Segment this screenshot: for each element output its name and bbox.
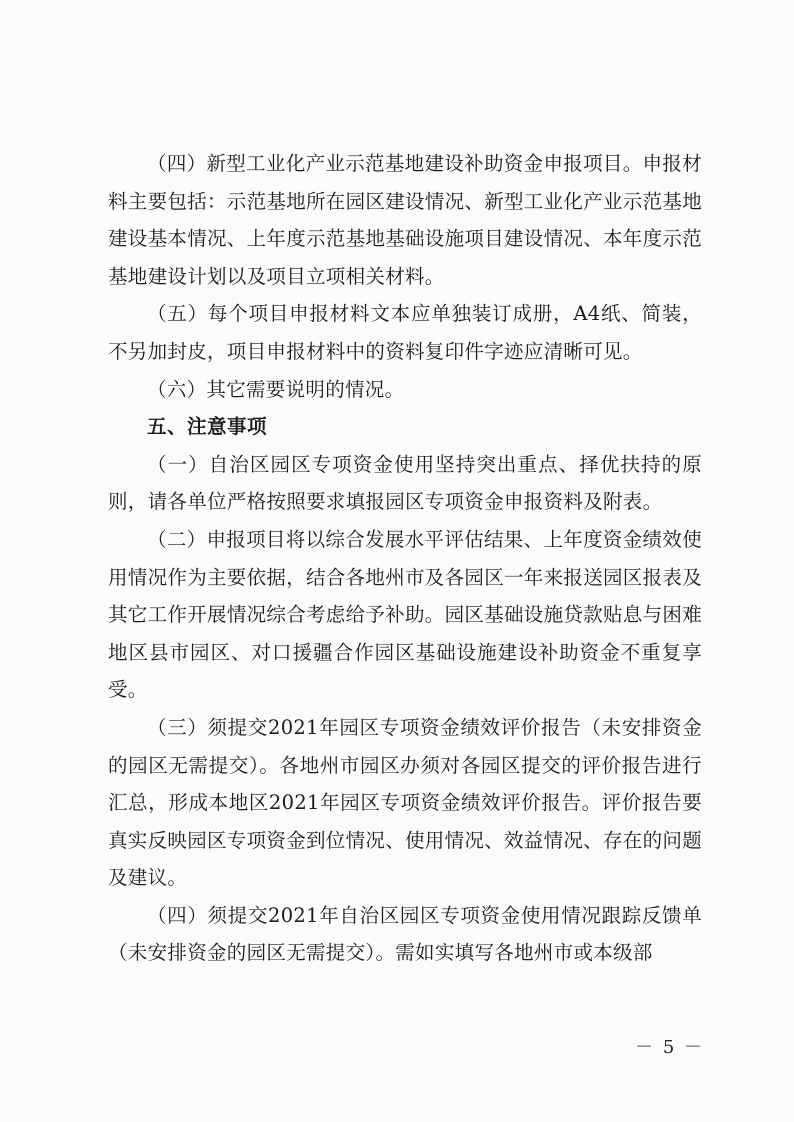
paragraph-notes-2: （二）申报项目将以综合发展水平评估结果、上年度资金绩效使用情况作为主要依据，结合各地州市及各园区一年来报送园区报表及其它工作开展情况综合考虑给予补助。园区基础设施贷款贴息与困难地区县市园区、对口援疆合作园区基础设施建设补助资金不重复享受。 bbox=[108, 527, 703, 702]
section-heading-notes: 五、注意事项 bbox=[147, 415, 268, 439]
page-number: － 5 － bbox=[635, 1037, 704, 1058]
paragraph-notes-3: （三）须提交2021年园区专项资金绩效评价报告（未安排资金的园区无需提交）。各地州市园区办须对各园区提交的评价报告进行汇总，形成本地区2021年园区专项资金绩效评价报告。评价报告要真实反映园区专项资金到位情况、使用情况、效益情况、存在的问题及建议。 bbox=[108, 715, 703, 890]
paragraph-4-demo-base: （四）新型工业化产业示范基地建设补助资金申报项目。申报材料主要包括：示范基地所在园区建设情况、新型工业化产业示范基地建设基本情况、上年度示范基地基础设施项目建设情况、本年度示范基地建设计划以及项目立项相关材料。 bbox=[108, 152, 703, 288]
paragraph-6-other: （六）其它需要说明的情况。 bbox=[147, 377, 405, 401]
paragraph-5-binding: （五）每个项目申报材料文本应单独装订成册，A4纸、简装，不另加封皮，项目申报材料中的资料复印件字迹应清晰可见。 bbox=[108, 302, 702, 363]
document-body bbox=[108, 145, 702, 972]
paragraph-notes-4: （四）须提交2021年自治区园区专项资金使用情况跟踪反馈单（未安排资金的园区无需提交）。需如实填写各地州市或本级部 bbox=[108, 903, 702, 965]
paragraph-notes-1: （一）自治区园区专项资金使用坚持突出重点、择优扶持的原则，请各单位严格按照要求填报园区专项资金申报资料及附表。 bbox=[108, 452, 702, 514]
